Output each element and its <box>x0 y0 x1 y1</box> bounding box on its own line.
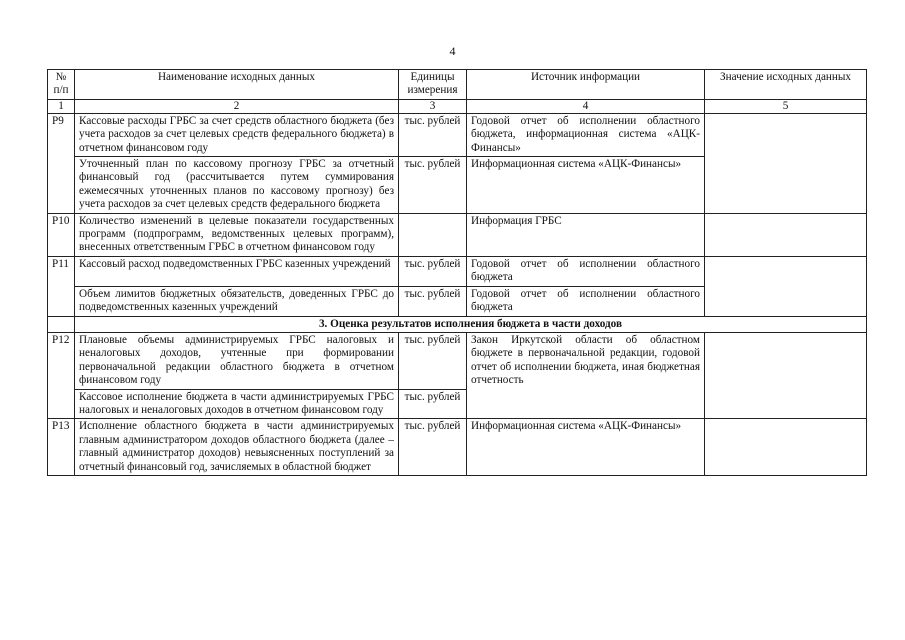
row-name: Плановые объемы администрируемых ГРБС налоговых и неналоговых доходов, учтенные при формировании первоначальной редакции областного бюджета в отчетном финансовом году <box>75 332 399 389</box>
row-unit: тыс. рублей <box>399 113 467 156</box>
section-title: 3. Оценка результатов исполнения бюджета в части доходов <box>75 316 867 332</box>
row-value <box>705 213 867 256</box>
column-index: 5 <box>705 99 867 113</box>
section-row <box>48 316 867 332</box>
row-number: Р12 <box>48 332 75 418</box>
header-value: Значение исходных данных <box>705 70 867 100</box>
row-source: Годовой отчет об исполнении областного бюджета <box>467 286 705 316</box>
row-name: Количество изменений в целевые показатели государственных программ (подпрограмм, ведомственных целевых программ), внесенных ответственным ГРБС в отчетном финансовом году <box>75 213 399 256</box>
row-name: Исполнение областного бюджета в части администрируемых главным администратором доходов областного бюджета (далее – главный администратор доходов) невыясненных поступлений за отчетный финансовый год, зачисляемых в областной бюджет <box>75 419 399 476</box>
row-unit: тыс. рублей <box>399 332 467 389</box>
header-no: № п/п <box>48 70 75 100</box>
row-unit: тыс. рублей <box>399 389 467 419</box>
table-header-row <box>48 70 867 100</box>
row-number: Р13 <box>48 419 75 476</box>
header-unit: Единицы измерения <box>399 70 467 100</box>
header-name: Наименование исходных данных <box>75 70 399 100</box>
row-unit: тыс. рублей <box>399 157 467 214</box>
row-source: Информационная система «АЦК-Финансы» <box>467 419 705 476</box>
row-name: Кассовые расходы ГРБС за счет средств областного бюджета (без учета расходов за счет целевых средств федерального бюджета) в отчетном финансовом году <box>75 113 399 156</box>
row-name: Кассовый расход подведомственных ГРБС казенных учреждений <box>75 256 399 286</box>
row-number: Р10 <box>48 213 75 256</box>
page-number: 4 <box>449 44 456 58</box>
column-index: 2 <box>75 99 399 113</box>
row-value <box>705 113 867 213</box>
column-index: 4 <box>467 99 705 113</box>
row-source: Информационная система «АЦК-Финансы» <box>467 157 705 214</box>
table-row <box>48 332 867 389</box>
row-unit: тыс. рублей <box>399 286 467 316</box>
row-name: Уточненный план по кассовому прогнозу ГРБС за отчетный финансовый год (рассчитывается путем суммирования ежемесячных уточненных планов по кассовому прогнозу) без учета расходов за счет целевых средств федерального бюджета <box>75 157 399 214</box>
section-spacer <box>48 316 75 332</box>
row-unit <box>399 213 467 256</box>
row-source: Закон Иркутской области об областном бюджете в первоначальной редакции, годовой отчет об исполнении бюджета, иная бюджетная отчетность <box>467 332 705 418</box>
row-value <box>705 256 867 316</box>
row-source: Информация ГРБС <box>467 213 705 256</box>
row-source: Годовой отчет об исполнении областного бюджета <box>467 256 705 286</box>
row-value <box>705 332 867 418</box>
row-unit: тыс. рублей <box>399 419 467 476</box>
table-row <box>48 113 867 156</box>
row-number: Р11 <box>48 256 75 316</box>
table-row <box>48 213 867 256</box>
column-index-row <box>48 99 867 113</box>
source-data-table <box>47 69 867 476</box>
row-number: Р9 <box>48 113 75 213</box>
row-unit: тыс. рублей <box>399 256 467 286</box>
column-index: 3 <box>399 99 467 113</box>
row-name: Кассовое исполнение бюджета в части администрируемых ГРБС налоговых и неналоговых доходов в отчетном финансовом году <box>75 389 399 419</box>
table-row <box>48 419 867 476</box>
column-index: 1 <box>48 99 75 113</box>
header-source: Источник информации <box>467 70 705 100</box>
table-row <box>48 256 867 286</box>
row-name: Объем лимитов бюджетных обязательств, доведенных ГРБС до подведомственных казенных учреждений <box>75 286 399 316</box>
row-source: Годовой отчет об исполнении областного бюджета, информационная система «АЦК-Финансы» <box>467 113 705 156</box>
row-value <box>705 419 867 476</box>
